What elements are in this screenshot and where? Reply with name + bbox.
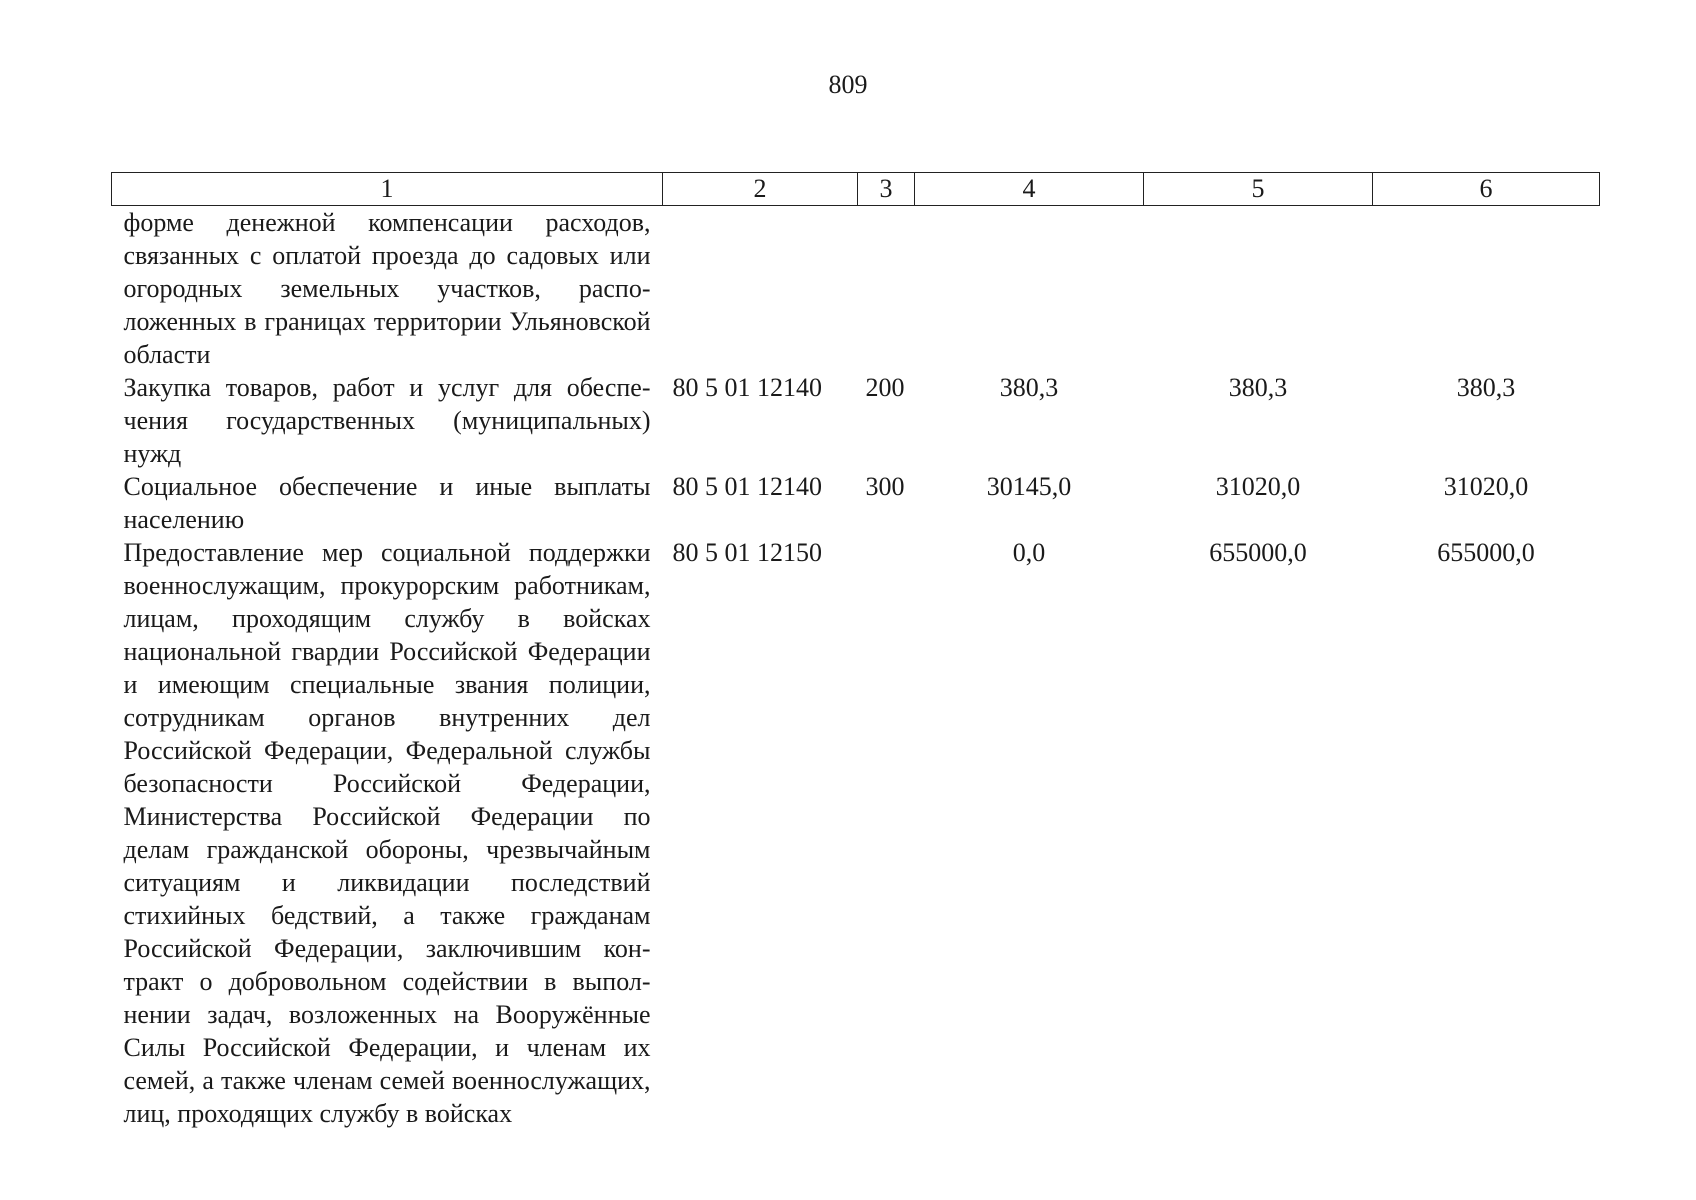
table-row	[112, 536, 1600, 1130]
header-col-5: 5	[1144, 173, 1373, 206]
header-row	[112, 173, 1600, 206]
row-expense-type: 300	[865, 472, 905, 501]
header-col-1: 1	[112, 173, 663, 206]
header-col-4: 4	[915, 173, 1144, 206]
row-value-2	[1144, 206, 1373, 372]
row-value-1: 30145,0	[986, 472, 1072, 501]
header-col-3: 3	[858, 173, 915, 206]
header-col-6: 6	[1373, 173, 1600, 206]
row-value-2: 655000,0	[1209, 538, 1307, 567]
row-name: Предоставление мер социальной поддержки военнослужащим, прокурорским работникам, лицам, проходящим службу в войсках национальной гвардии Российской Федерации и имеющим специальные звания полиции, сотрудникам органов внутренних дел Российской Федерации, Федеральной службы безопасности Российской Федерации, Министерства Российской Федерации по делам гражданской обороны, чрезвычайным ситуациям и ликвидации последствий стихийных бедствий, а также гражданам Российской Федерации, заключившим контракт о добровольном содействии в выполнении задач, возложенных на Вооружённые Силы Российской Федерации, и членам их семей, а также членам семей военнослужащих, лиц, проходящих службу в войсках	[123, 538, 651, 1128]
header-col-2: 2	[663, 173, 858, 206]
row-value-1	[915, 206, 1144, 372]
row-name: Социальное обеспечение и иные выплаты населению	[123, 472, 651, 534]
row-value-3: 31020,0	[1443, 472, 1529, 501]
row-code: 80 5 01 12150	[672, 538, 822, 567]
table-row	[112, 371, 1600, 470]
row-name: форме денежной компенсации расходов, связанных с оплатой проезда до садовых или огородных земельных участков, расположенных в границах территории Ульяновской области	[123, 208, 651, 369]
row-value-2: 380,3	[1228, 373, 1288, 402]
row-value-1: 0,0	[1012, 538, 1046, 567]
table-row	[112, 206, 1600, 372]
table-body	[112, 206, 1600, 1131]
row-name: Закупка товаров, работ и услуг для обеспечения государственных (муниципальных) нужд	[123, 373, 651, 468]
row-value-3: 380,3	[1456, 373, 1516, 402]
row-value-2: 31020,0	[1215, 472, 1301, 501]
row-value-1: 380,3	[999, 373, 1059, 402]
row-code: 80 5 01 12140	[672, 472, 822, 501]
table-row	[112, 470, 1600, 536]
budget-table	[111, 172, 1600, 1130]
row-expense-type	[858, 536, 915, 1130]
row-code	[663, 206, 858, 372]
row-expense-type	[858, 206, 915, 372]
row-code: 80 5 01 12140	[672, 373, 822, 402]
page-number: 809	[828, 70, 868, 99]
row-value-3: 655000,0	[1437, 538, 1535, 567]
row-expense-type: 200	[865, 373, 905, 402]
row-value-3	[1373, 206, 1600, 372]
table-header	[112, 173, 1600, 206]
